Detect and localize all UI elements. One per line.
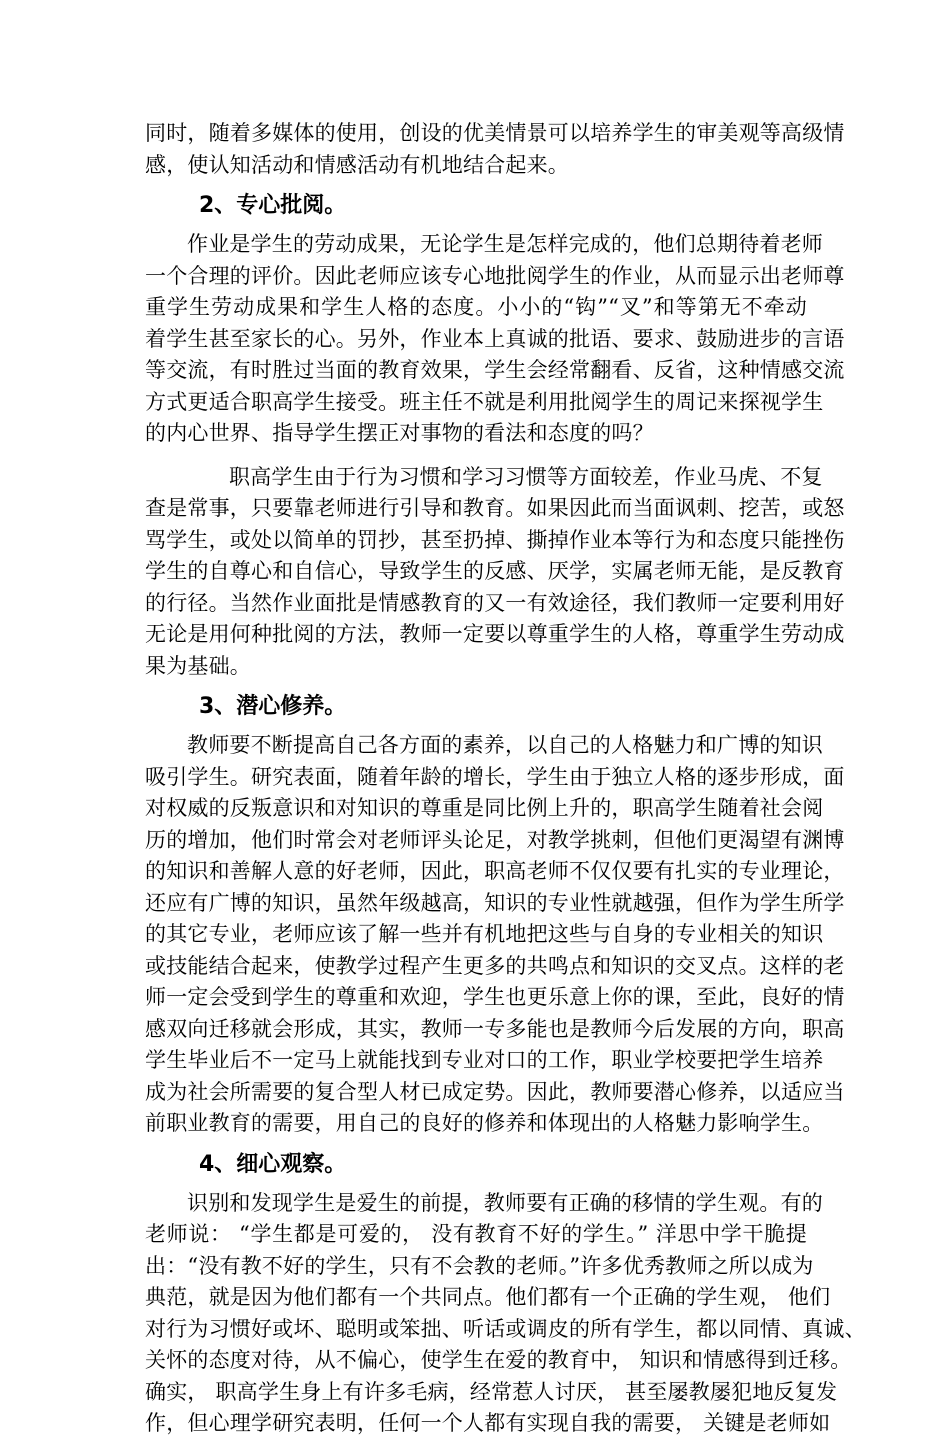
text-line: 还应有广博的知识，虽然年级越高，知识的专业性就越强，但作为学生所学 [145,890,845,915]
text-line: 吸引学生。研究表面，随着年龄的增长，学生由于独立人格的逐步形成，面 [145,764,845,789]
document-page [145,118,866,1440]
intro-paragraph [145,118,845,181]
text-line: 或技能结合起来，使教学过程产生更多的共鸣点和知识的交叉点。这样的老 [145,953,845,978]
text-line: 识别和发现学生是爱生的前提，教师要有正确的移情的学生观。有的 [187,1190,823,1215]
text-line: 对行为习惯好或坏、聪明或笨拙、听话或调皮的所有学生，都以同情、真诚、 [145,1316,866,1341]
text-line: 感双向迁移就会形成，其实，教师一专多能也是教师今后发展的方向，职高 [145,1016,845,1041]
text-line: 等交流，有时胜过当面的教育效果，学生会经常翻看、反省，这种情感交流 [145,358,845,382]
text-line: 典范，就是因为他们都有一个共同点。他们都有一个正确的学生观， 他们 [145,1285,831,1309]
text-line: 师一定会受到学生的尊重和欢迎，学生也更乐意上你的课，至此，良好的情 [145,985,845,1009]
section-heading-2: 2、专心批阅。 [199,193,347,218]
text-line: 前职业教育的需要，用自己的良好的修养和体现出的人格魅力影响学生。 [145,1111,824,1135]
text-line: 教师要不断提高自己各方面的素养，以自己的人格魅力和广博的知识 [187,733,823,757]
text-line: 学生的自尊心和自信心，导致学生的反感、厌学，实属老师无能，是反教育 [145,559,845,583]
text-line: 一个合理的评价。因此老师应该专心地批阅学生的作业，从而显示出老师尊 [145,263,845,288]
text-line: 的知识和善解人意的好老师，因此，职高老师不仅仅要有扎实的专业理论， [145,859,845,883]
text-line: 老师说： “学生都是可爱的， 没有教育不好的学生。” 洋思中学干脆提 [145,1222,807,1246]
text-line: 职高学生由于行为习惯和学习习惯等方面较差，作业马虎、不复 [229,464,823,489]
text-line: 的内心世界、指导学生摆正对事物的看法和态度的吗？ [145,421,654,445]
text-line: 无论是用何种批阅的方法，教师一定要以尊重学生的人格，尊重学生劳动成 [145,622,845,646]
text-line: 方式更适合职高学生接受。班主任不就是利用批阅学生的周记来探视学生 [145,389,824,414]
text-line: 确实， 职高学生身上有许多毛病，经常惹人讨厌， 甚至屡教屡犯地反复发 [145,1379,838,1404]
text-line: 的行径。当然作业面批是情感教育的又一有效途径，我们教师一定要利用好 [145,590,845,615]
text-line: 感，使认知活动和情感活动有机地结合起来。 [145,152,569,177]
text-line: 关怀的态度对待，从不偏心，使学生在爱的教育中， 知识和情感得到迁移。 [145,1348,852,1372]
text-line: 对权威的反叛意识和对知识的尊重是同比例上升的，职高学生随着社会阅 [145,796,824,820]
text-line: 果为基础。 [145,653,251,678]
text-line: 作业是学生的劳动成果，无论学生是怎样完成的，他们总期待着老师 [187,232,823,256]
text-line: 骂学生，或处以简单的罚抄，甚至扔掉、撕掉作业本等行为和态度只能挫伤 [145,527,845,552]
text-line: 出：“没有教不好的学生，只有不会教的老师。”许多优秀教师之所以成为 [145,1253,814,1278]
text-line: 重学生劳动成果和学生人格的态度。小小的“钩”“叉”和等第无不牵动 [145,295,807,319]
text-line: 学生毕业后不一定马上就能找到专业对口的工作，职业学校要把学生培养 [145,1048,824,1072]
text-line: 成为社会所需要的复合型人材已成定势。因此，教师要潜心修养，以适应当 [145,1079,845,1104]
text-line: 同时，随着多媒体的使用，创设的优美情景可以培养学生的审美观等高级情 [145,121,845,145]
section-2-paragraph-1 [145,229,845,450]
text-line: 着学生甚至家长的心。另外，作业本上真诚的批语、要求、鼓励进步的言语 [145,326,845,351]
section-heading-4: 4、细心观察。 [199,1151,347,1177]
section-4-paragraph-1 [145,1188,866,1440]
text-line: 的其它专业，老师应该了解一些并有机地把这些与自身的专业相关的知识 [145,922,824,946]
section-3-paragraph-1 [145,730,845,1140]
text-line: 查是常事，只要靠老师进行引导和教育。如果因此而当面讽刺、挖苦，或怒 [145,496,845,520]
paragraph-spacer [145,450,807,462]
section-heading-3: 3、潜心修养。 [199,694,347,719]
section-2-paragraph-2 [145,462,845,683]
text-line: 历的增加，他们时常会对老师评头论足，对教学挑刺，但他们更渴望有渊博 [145,827,845,852]
text-line: 作，但心理学研究表明，任何一个人都有实现自我的需要， 关键是老师如 [145,1411,831,1435]
